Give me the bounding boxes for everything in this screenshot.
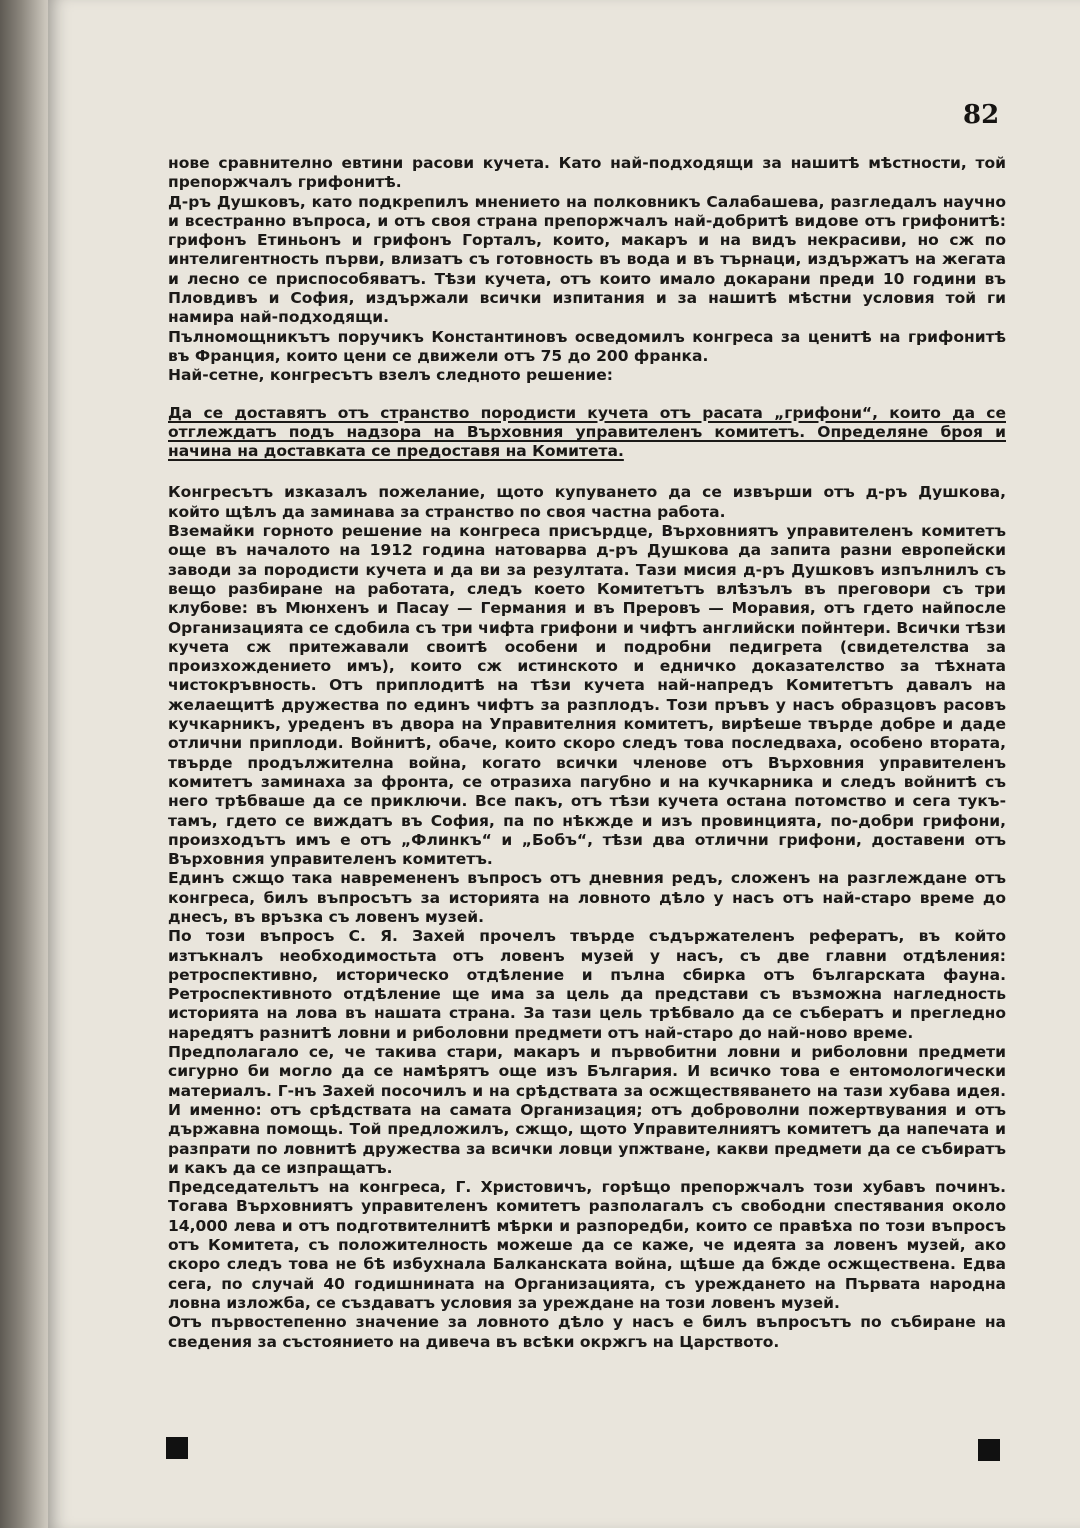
body-text (168, 154, 1006, 1434)
paragraph: Най-сетне, конгресътъ взелъ следното решение: (168, 366, 613, 385)
paragraph: Конгресътъ изказалъ пожелание, щото купуването да се извърши отъ д-ръ Душкова, който щѣлъ да заминава за странство по своя частна работа. (168, 483, 1006, 521)
paragraph: нове сравнително евтини расови кучета. Като най-подходящи за нашитѣ мѣстности, той препоржчалъ грифонитѣ. (168, 154, 1006, 192)
paragraph: Отъ първостепенно значение за ловното дѣло у насъ е билъ въпросътъ по събиране на сведения за състоянието на дивеча въ всѣки окржгъ на Царството. (168, 1313, 1006, 1351)
paragraph: По този въпросъ С. Я. Захей прочелъ твърде съдържателенъ рефератъ, въ който изтъкналъ необходимостьта отъ ловенъ музей у насъ, съ две главни отдѣления: ретроспективно, историческо отдѣление и пълна сбирка отъ българската фауна. Ретроспективното отдѣление ще има за цель да представи съ възможна нагледность историята на лова въ нашата страна. За тази цель трѣбвало да се събератъ и прегледно наредятъ разнитѣ ловни и риболовни предмети отъ най-старо до най-ново време. (168, 927, 1006, 1042)
resolution-text: Да се доставятъ отъ странство породисти кучета отъ расата „грифони“, които да се отглеждатъ подъ надзора на Върховния управителенъ комитетъ. Определяне броя и начина на доставката се предоставя на Комитета. (168, 403, 1006, 461)
paragraph: Председательтъ на конгреса, Г. Христовичъ, горѣщо препоржчалъ този хубавъ починъ. Тогава Върховниятъ управителенъ комитетъ разполагалъ съ свободни спестявания около 14,000 лева и отъ подготвителнитѣ мѣрки и разпоредби, които се правѣха по този въпросъ отъ Комитета, съ положителность можеше да се каже, че идеята за ловенъ музей, ако скоро следъ това не бѣ избухнала Балканската война, щѣше да бжде осжществена. Едва сега, по случай 40 годишнината на Организацията, съ уреждането на Първата народна ловна изложба, се създаватъ условия за уреждане на този ловенъ музей. (168, 1178, 1006, 1312)
paragraph: Единъ сжщо така навремененъ въпросъ отъ дневния редъ, сложенъ на разглеждане отъ конгреса, билъ въпросътъ за историята на ловното дѣло у насъ отъ най-старо време до днесъ, въ връзка съ ловенъ музей. (168, 869, 1006, 926)
print-registration-mark-left (166, 1437, 188, 1459)
print-registration-mark-right (978, 1439, 1000, 1461)
paragraph: Пълномощникътъ поручикъ Константиновъ осведомилъ конгреса за ценитѣ на грифонитѣ въ Франция, които цени се движели отъ 75 до 200 франка. (168, 327, 1006, 365)
page-number: 82 (963, 100, 1000, 130)
paragraph: Вземайки горното решение на конгреса присърдце, Върховниятъ управителенъ комитетъ още въ началото на 1912 година натоварва д-ръ Душкова да запита разни европейски заводи за породисти кучета и да ви за резултата. Тази мисия д-ръ Душковъ изпълнилъ съ вещо разбиране на работата, следъ което Комитетътъ влѣзълъ въ преговори съ три клубове: въ Мюнхенъ и Пасау — Германия и въ Преровъ — Моравия, отъ гдето найпосле Организацията се сдобила съ три чифта грифони и чифтъ английски пойнтери. Всички тѣзи кучета сж притежавали своитѣ особени и подробни педигрета (свидетелства за произхождението имъ), които сж истинското и едничко доказателство за тѣхната чистокръвность. Отъ приплодитѣ на тѣзи кучета най-напредъ Комитетътъ давалъ на желаещитѣ дружества по единъ чифтъ за разплодъ. Този пръвъ у насъ образцовъ расовъ кучкарникъ, уреденъ въ двора на Управителния комитетъ, вирѣеше твърде добре и даде отлични приплоди. Войнитѣ, обаче, които скоро следъ това последваха, особено втората, твърде продължителна война, когато всички членове отъ Върховния управителенъ комитетъ заминаха за фронта, се отразиха пагубно и на кучкарника и следъ войнитѣ съ него трѣбваше да се приключи. Все пакъ, отъ тѣзи кучета остана потомство и сега тукъ-тамъ, гдето се виждатъ въ София, па по нѣкжде и изъ провинцията, по-добри грифони, произходътъ имъ е отъ „Флинкъ“ и „Бобъ“, тѣзи два отлични грифони, доставени отъ Върховния управителенъ комитетъ. (168, 522, 1006, 869)
paragraph: Д-ръ Душковъ, като подкрепилъ мнението на полковникъ Салабашева, разгледалъ научно и всестранно въпроса, и отъ своя страна препоржчалъ най-добритѣ видове отъ грифонитѣ: грифонъ Етиньонъ и грифонъ Горталъ, които, макаръ и на видъ некрасиви, но сж по интелигентность първи, влизатъ съ готовность въ вода и въ търнаци, издържатъ на жегата и лесно се приспособяватъ. Тѣзи кучета, отъ които имало докарани преди 10 години въ Пловдивъ и София, издържали всички изпитания и за нашитѣ мѣстни условия той ги намира най-подходящи. (168, 192, 1006, 327)
paragraph: Предполагало се, че такива стари, макаръ и първобитни ловни и риболовни предмети сигурно би могло да се намѣрятъ още изъ България. И всичко това е ентомологически материалъ. Г-нъ Захей посочилъ и на срѣдствата за осжществяването на тази хубава идея. И именно: отъ срѣдствата на самата Организация; отъ доброволни пожертвувания и отъ държавна помощь. Той предложилъ, сжщо, щото Управителниятъ комитетъ да напечата и разпрати по ловнитѣ дружества за всички ловци упжтване, какви предмети да се събиратъ и какъ да се изпращатъ. (168, 1043, 1006, 1177)
